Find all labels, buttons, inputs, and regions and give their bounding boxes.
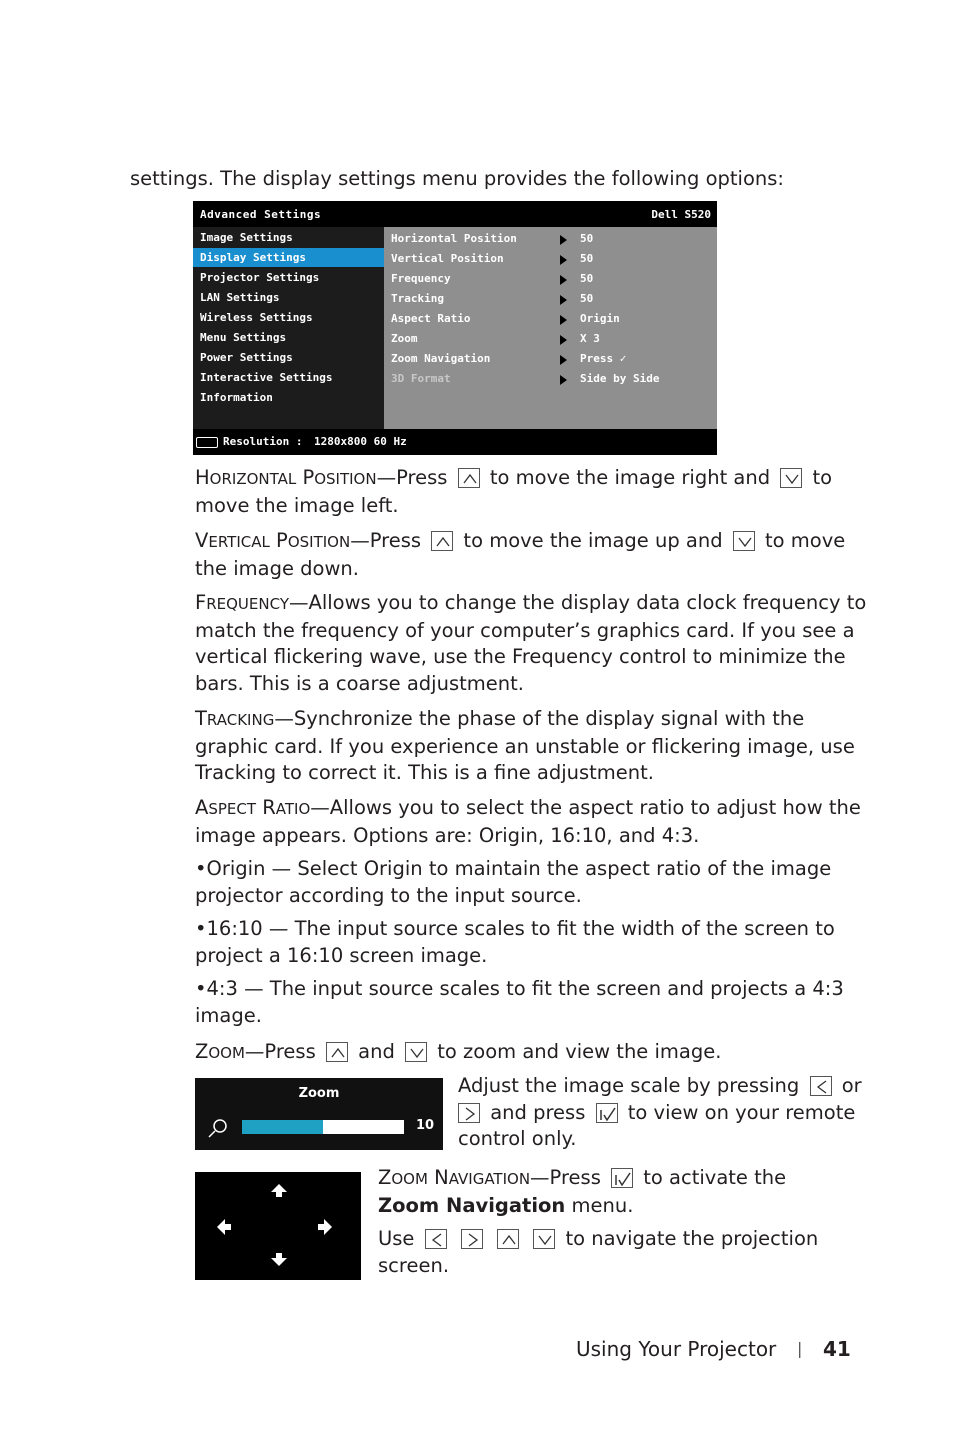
- zoom-paragraph: ZOOM—Press and to zoom and view the image.: [195, 1040, 722, 1063]
- osd-status-bar: [193, 429, 717, 455]
- osd-row-label: Aspect Ratio: [391, 312, 471, 325]
- osd-menu-item: Wireless Settings: [200, 311, 313, 324]
- osd-row: [384, 329, 717, 349]
- osd-menu-list: [193, 227, 384, 429]
- zoom-adjust-text: Adjust the image scale by pressing or and press to view on your remote control only.: [458, 1074, 862, 1150]
- left-button-icon: [810, 1076, 832, 1096]
- osd-row-label: Zoom Navigation: [391, 352, 491, 365]
- resolution-value: 1280x800 60 Hz: [314, 435, 407, 448]
- arrow-right-icon: [560, 295, 567, 305]
- term-heading: TRACKING—: [195, 707, 294, 730]
- osd-row-value: Press ✓: [580, 352, 627, 365]
- zoom-level-bar: [242, 1120, 404, 1134]
- osd-row-value: Side by Side: [580, 372, 660, 385]
- term-heading: FREQUENCY—: [195, 591, 309, 614]
- osd-row: [384, 229, 717, 249]
- bullet-16-10: •16:10 — The input source scales to fit the width of the screen to project a 16:10 screen image.: [195, 917, 835, 967]
- zoom-navigation-widget: [195, 1172, 361, 1280]
- osd-brand: Dell S520: [651, 208, 711, 221]
- zoom-navigation-use-text: Use to navigate the projection screen.: [378, 1227, 819, 1277]
- bullet-origin: •Origin — Select Origin to maintain the aspect ratio of the image projector according to the input source.: [195, 857, 832, 907]
- menu-check-button-icon: [611, 1168, 633, 1188]
- down-button-icon: [733, 531, 755, 551]
- arrow-right-icon: [560, 335, 567, 345]
- term-heading: ASPECT RATIO—: [195, 796, 330, 819]
- term-heading: VERTICAL POSITION—: [195, 529, 370, 552]
- arrow-left-icon: [217, 1219, 231, 1235]
- down-button-icon: [533, 1229, 555, 1249]
- osd-menu-item: Information: [200, 391, 273, 404]
- zoom-level-value: 10: [416, 1118, 435, 1133]
- bullet-4-3: •4:3 — The input source scales to fit the screen and projects a 4:3 image.: [195, 977, 844, 1027]
- osd-menu-item: Image Settings: [200, 231, 293, 244]
- footer-separator: |: [797, 1339, 803, 1358]
- osd-menu-item-selected: Display Settings: [193, 248, 384, 267]
- osd-row: [384, 309, 717, 329]
- osd-row: [384, 289, 717, 309]
- osd-menu-item: LAN Settings: [200, 291, 280, 304]
- osd-row-label: Frequency: [391, 272, 451, 285]
- left-button-icon: [425, 1229, 447, 1249]
- zoom-osd-widget: [195, 1078, 443, 1150]
- osd-row-label: Vertical Position: [391, 252, 504, 265]
- osd-row: [384, 249, 717, 269]
- osd-row: [384, 269, 717, 289]
- osd-row-label: Tracking: [391, 292, 444, 305]
- arrow-right-icon: [560, 355, 567, 365]
- footer-section-title: Using Your Projector: [576, 1337, 777, 1361]
- osd-row-value: 50: [580, 292, 594, 305]
- right-button-icon: [461, 1229, 483, 1249]
- arrow-right-icon: [560, 315, 567, 325]
- up-button-icon: [431, 531, 453, 551]
- resolution-label: Resolution :: [223, 435, 303, 448]
- osd-row-value: X 3: [580, 332, 600, 345]
- arrow-down-icon: [271, 1253, 287, 1266]
- term-heading: ZOOM NAVIGATION—: [378, 1166, 550, 1189]
- osd-row-value: 50: [580, 272, 594, 285]
- page-number: 41: [823, 1337, 851, 1361]
- osd-row: [384, 349, 717, 369]
- osd-menu-item: Power Settings: [200, 351, 293, 364]
- down-button-icon: [405, 1042, 427, 1062]
- zoom-navigation-paragraph: ZOOM NAVIGATION—Press to activate the Zoom Navigation menu.: [378, 1166, 787, 1217]
- term-heading: ZOOM—: [195, 1040, 265, 1063]
- osd-menu-item: Menu Settings: [200, 331, 287, 344]
- term-heading: HORIZONTAL POSITION—: [195, 466, 397, 489]
- osd-settings-panel: [384, 227, 717, 429]
- tracking-paragraph: TRACKING—Synchronize the phase of the display signal with the graphic card. If you experience an unstable or flickering image, use Tracking to correct it. This is a fine adjustment.: [195, 707, 855, 784]
- arrow-right-icon: [318, 1219, 332, 1235]
- zoom-level-fill: [242, 1120, 323, 1134]
- up-button-icon: [326, 1042, 348, 1062]
- osd-menu: [193, 201, 717, 455]
- osd-row-label: 3D Format: [391, 372, 451, 385]
- osd-row-label: Horizontal Position: [391, 232, 517, 245]
- vga-port-icon: [196, 437, 218, 448]
- horizontal-position-paragraph: HORIZONTAL POSITION—Press to move the image right and to move the image left.: [195, 466, 833, 517]
- arrow-right-icon: [560, 235, 567, 245]
- osd-row-disabled: [384, 369, 717, 389]
- aspect-ratio-paragraph: ASPECT RATIO—Allows you to select the aspect ratio to adjust how the image appears. Options are: Origin, 16:10, and 4:3.: [195, 796, 861, 847]
- frequency-paragraph: FREQUENCY—Allows you to change the display data clock frequency to match the frequency of your computer’s graphics card. If you see a vertical flickering wave, use the Frequency control to minimize the bars. This is a coarse adjustment.: [195, 591, 867, 695]
- magnifier-icon: [205, 1116, 231, 1142]
- arrow-right-icon: [560, 255, 567, 265]
- zoom-widget-title: Zoom: [298, 1086, 340, 1101]
- arrow-right-icon: [560, 375, 567, 385]
- osd-row-label: Zoom: [391, 332, 418, 345]
- osd-title: Advanced Settings: [200, 208, 322, 221]
- arrow-up-icon: [271, 1184, 287, 1197]
- osd-menu-item: Projector Settings: [200, 271, 320, 284]
- down-button-icon: [780, 468, 802, 488]
- up-button-icon: [497, 1229, 519, 1249]
- osd-row-value: Origin: [580, 312, 620, 325]
- osd-row-value: 50: [580, 232, 594, 245]
- menu-check-button-icon: [596, 1103, 618, 1123]
- intro-text: settings. The display settings menu provides the following options:: [130, 167, 784, 190]
- arrow-right-icon: [560, 275, 567, 285]
- up-button-icon: [458, 468, 480, 488]
- right-button-icon: [458, 1103, 480, 1123]
- osd-row-value: 50: [580, 252, 594, 265]
- osd-menu-item: Interactive Settings: [200, 371, 333, 384]
- vertical-position-paragraph: VERTICAL POSITION—Press to move the image up and to move the image down.: [195, 529, 846, 580]
